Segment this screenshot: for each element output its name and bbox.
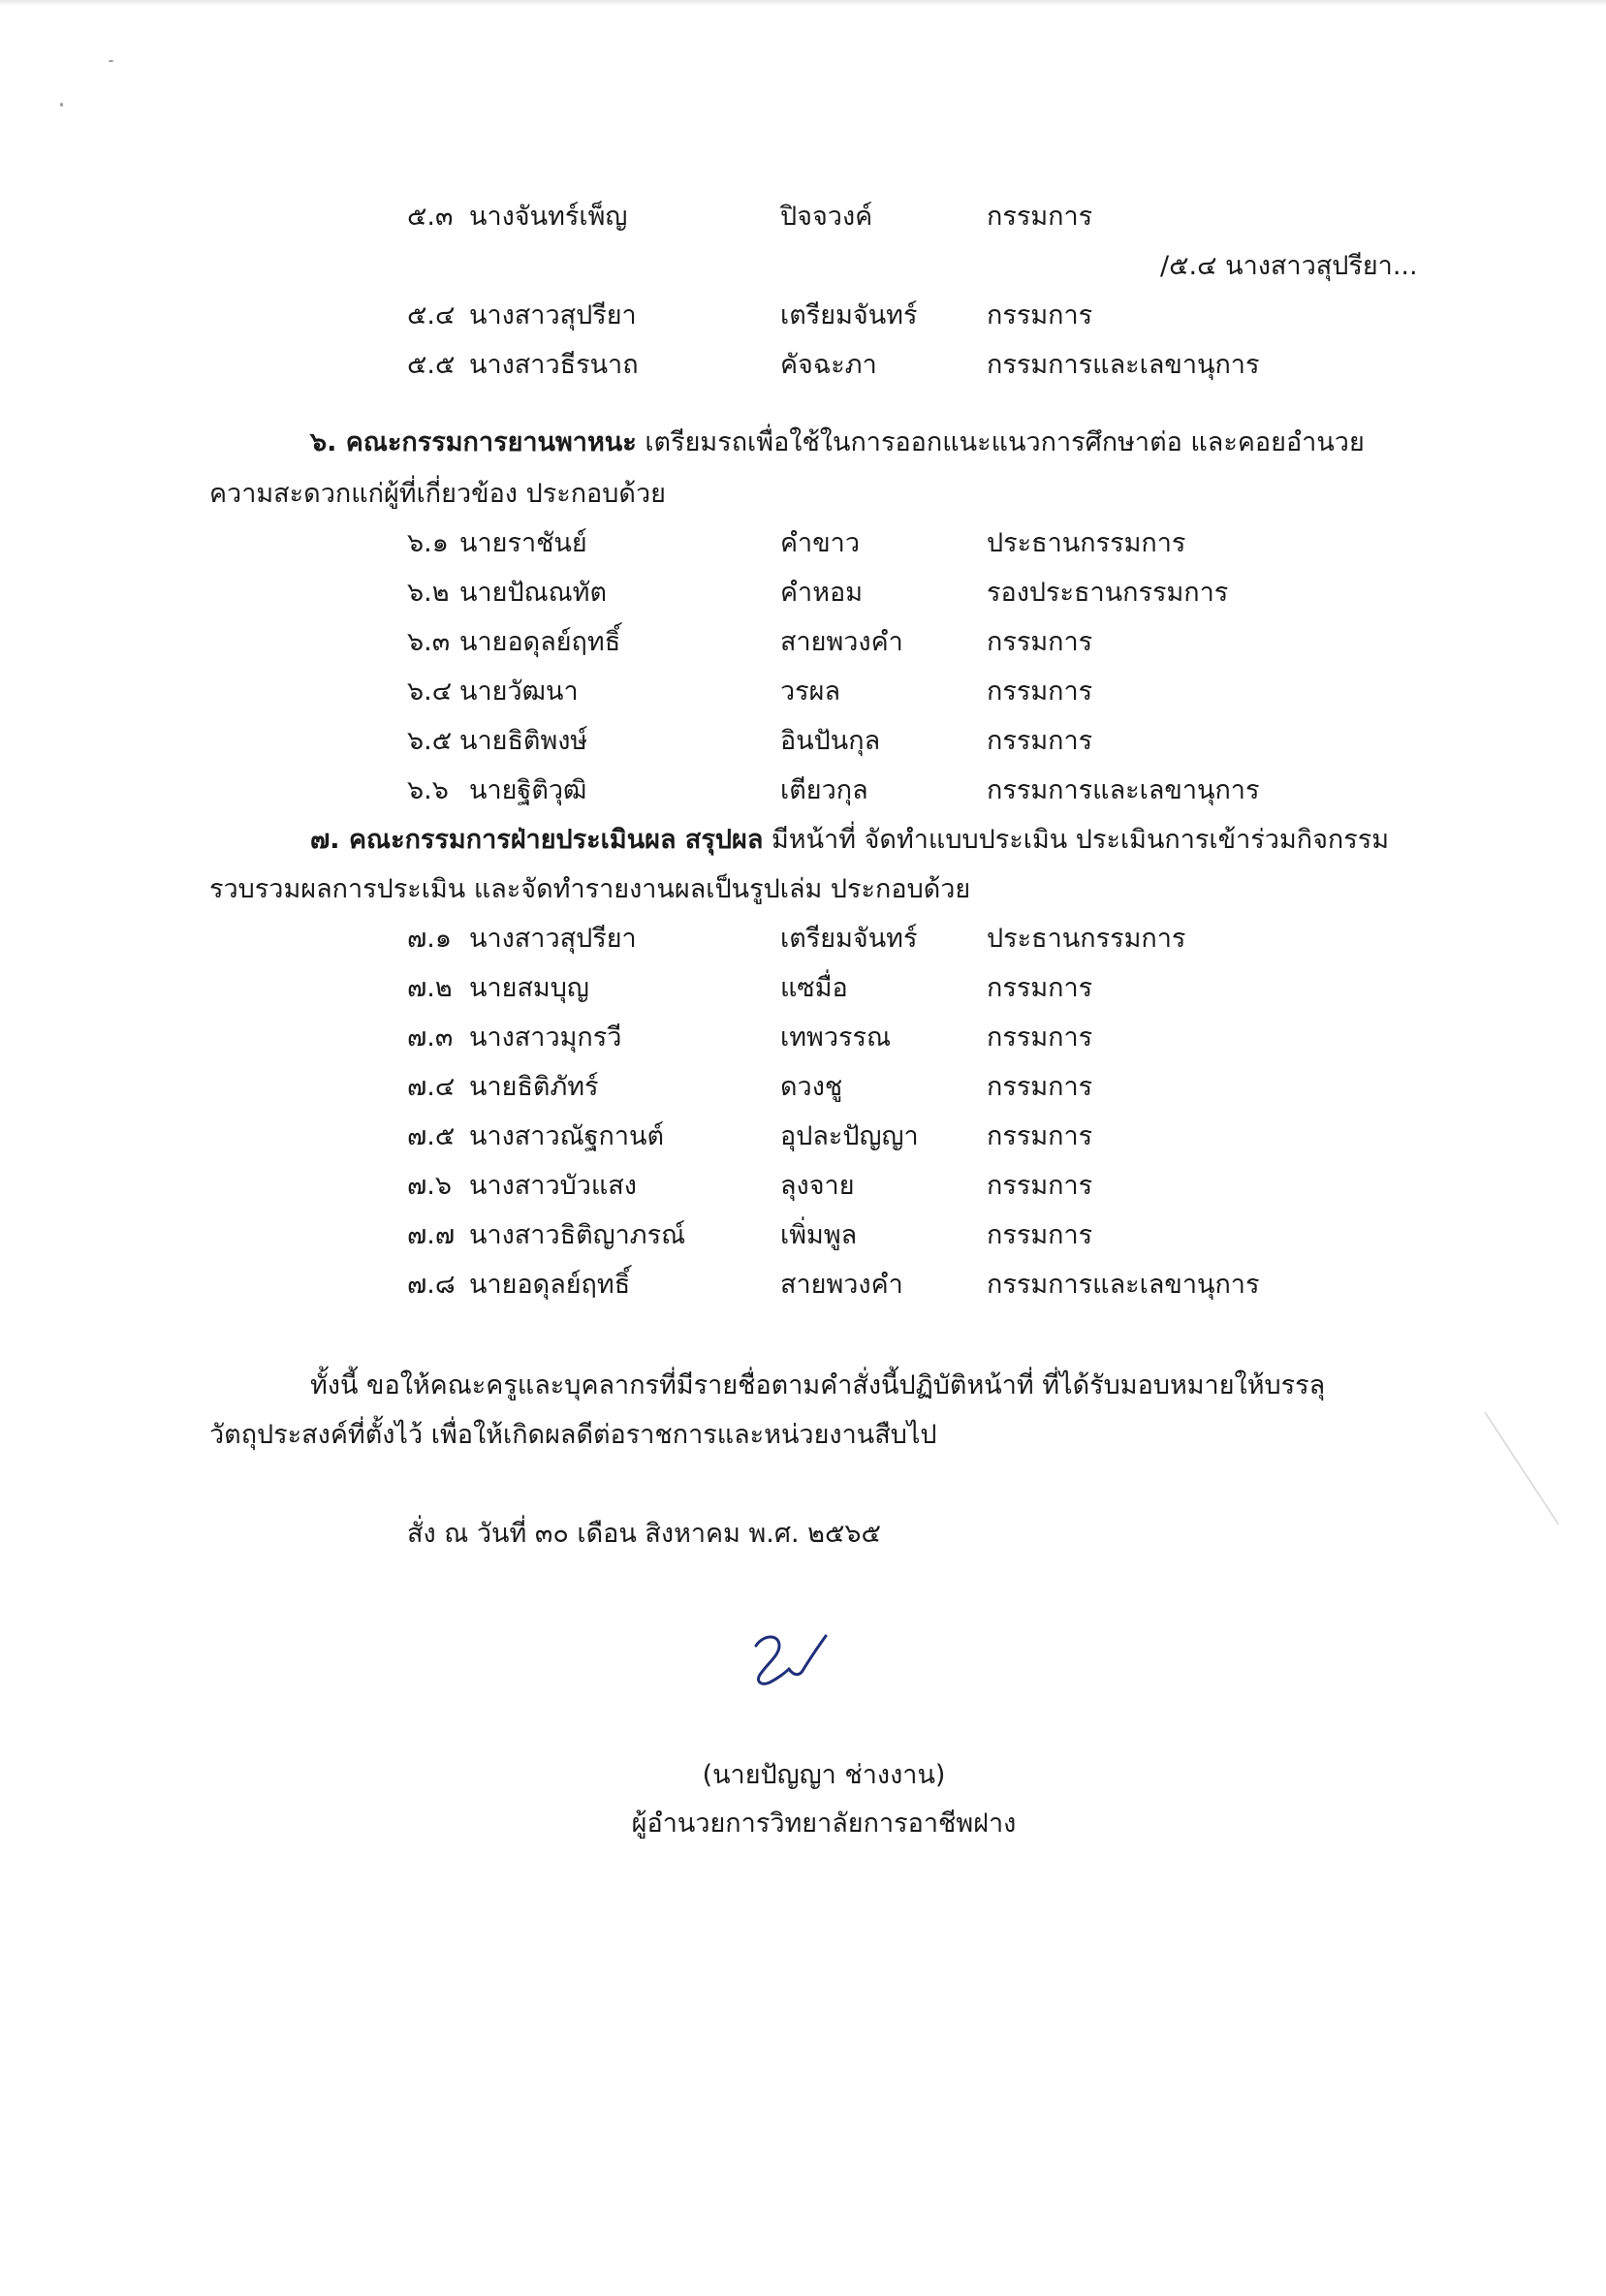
committee-row: [407, 969, 1279, 1008]
committee-row: [407, 524, 1279, 563]
section6-description: เตรียมรถเพื่อใช้ในการออกแนะแนวการศึกษาต่อ และคอยอำนวย: [636, 427, 1365, 457]
member-last-name: คัจฉะภา: [780, 350, 877, 380]
row-number: ๗.๔: [407, 1072, 456, 1102]
member-role: กรรมการ: [987, 726, 1093, 756]
member-role: กรรมการ: [987, 300, 1093, 330]
section6-heading: [310, 424, 1365, 462]
member-last-name: คำขาว: [780, 528, 861, 558]
scan-speck: [60, 103, 63, 107]
member-role: ประธานกรรมการ: [987, 528, 1186, 558]
closing-paragraph-line2: วัตถุประสงค์ที่ตั้งไว้ เพื่อให้เกิดผลดีต่อราชการและหน่วยงานสืบไป: [209, 1420, 937, 1450]
member-last-name: อุปละปัญญา: [780, 1121, 919, 1151]
row-number: ๖.๖: [407, 775, 449, 805]
member-last-name: คำหอม: [780, 578, 864, 608]
member-last-name: อินปันกุล: [780, 726, 881, 756]
row-number: ๕.๓: [407, 202, 454, 232]
member-last-name: เตียวกุล: [780, 775, 868, 805]
member-role: กรรมการ: [987, 1171, 1093, 1201]
committee-row: [407, 1167, 1279, 1206]
member-first-name: นายสมบุญ: [469, 973, 589, 1003]
member-first-name: นายอดุลย์ฤทธิ์: [459, 627, 621, 657]
committee-row: [407, 673, 1279, 711]
member-role: กรรมการ: [987, 676, 1093, 707]
member-first-name: นางสาวสุปรียา: [469, 924, 637, 954]
committee-row: [407, 574, 1279, 613]
row-number: ๖.๕: [407, 726, 453, 756]
row-number: ๕.๔: [407, 300, 456, 330]
member-first-name: นายอดุลย์ฤทธิ์: [469, 1270, 631, 1300]
member-first-name: นายปัณณทัต: [459, 578, 608, 608]
scan-speck: [109, 60, 113, 62]
committee-row: [407, 297, 1279, 335]
row-number: ๗.๕: [407, 1121, 456, 1151]
section6-heading-line2: ความสะดวกแก่ผู้ที่เกี่ยวข้อง ประกอบด้วย: [209, 479, 666, 509]
member-first-name: นายธิติพงษ์: [459, 726, 588, 756]
member-last-name: เทพวรรณ: [780, 1022, 892, 1053]
member-last-name: ปิจจวงค์: [780, 202, 873, 232]
member-last-name: วรผล: [780, 676, 841, 707]
committee-row: [407, 1216, 1279, 1255]
member-last-name: เตรียมจันทร์: [780, 300, 918, 330]
committee-row: [407, 623, 1279, 662]
member-first-name: นายธิติภัทร์: [469, 1072, 599, 1102]
section6-title: ๖. คณะกรรมการยานพาหนะ: [310, 427, 637, 457]
section7-title: ๗. คณะกรรมการฝ่ายประเมินผล สรุปผล: [310, 825, 764, 855]
committee-row: [407, 920, 1279, 959]
member-role: กรรมการ: [987, 1121, 1093, 1151]
row-number: ๗.๖: [407, 1171, 453, 1201]
member-first-name: นายฐิติวุฒิ: [469, 775, 587, 805]
continuation-note: /๕.๔ นางสาวสุปรียา...: [1160, 251, 1418, 281]
section7-heading-line2: รวบรวมผลการประเมิน และจัดทำรายงานผลเป็นรูปเล่ม ประกอบด้วย: [209, 874, 971, 904]
row-number: ๖.๔: [407, 676, 453, 707]
member-role: กรรมการและเลขานุการ: [987, 350, 1260, 380]
committee-row: [407, 1068, 1279, 1107]
member-last-name: สายพวงคำ: [780, 627, 903, 657]
member-role: กรรมการ: [987, 1220, 1093, 1250]
signer-position: ผู้อำนวยการวิทยาลัยการอาชีพฝาง: [631, 1808, 1017, 1839]
member-first-name: นางสาวณัฐกานต์: [469, 1121, 665, 1151]
member-last-name: ลุงจาย: [780, 1171, 855, 1201]
committee-row: [407, 346, 1279, 385]
member-last-name: เตรียมจันทร์: [780, 924, 918, 954]
member-role: กรรมการ: [987, 627, 1093, 657]
member-role: ประธานกรรมการ: [987, 924, 1186, 954]
committee-row: [407, 198, 1279, 236]
section7-heading: [310, 821, 1389, 860]
scan-artifact-line: [1483, 1410, 1560, 1526]
scan-edge: [0, 0, 1606, 6]
member-role: กรรมการ: [987, 973, 1093, 1003]
member-first-name: นางสาวธิติญาภรณ์: [469, 1220, 686, 1250]
committee-row: [407, 771, 1279, 810]
member-role: กรรมการ: [987, 202, 1093, 232]
row-number: ๖.๓: [407, 627, 451, 657]
row-number: ๕.๕: [407, 350, 456, 380]
member-first-name: นางจันทร์เพ็ญ: [469, 202, 628, 232]
member-last-name: แซมื่อ: [780, 973, 848, 1003]
member-role: กรรมการและเลขานุการ: [987, 1270, 1260, 1300]
member-role: กรรมการ: [987, 1022, 1093, 1053]
committee-row: [407, 1117, 1279, 1156]
row-number: ๗.๓: [407, 1022, 454, 1053]
member-role: รองประธานกรรมการ: [987, 578, 1229, 608]
member-first-name: นายราชันย์: [459, 528, 587, 558]
member-last-name: สายพวงคำ: [780, 1270, 903, 1300]
row-number: ๖.๑: [407, 528, 449, 558]
signer-name: (นายปัญญา ช่างงาน): [702, 1760, 946, 1790]
closing-paragraph-line1: ทั้งนี้ ขอให้คณะครูและบุคลากรที่มีรายชื่อตามคำสั่งนี้ปฏิบัติหน้าที่ ที่ได้รับมอบหมายให้บรรลุ: [310, 1370, 1326, 1400]
committee-row: [407, 1019, 1279, 1057]
committee-row: [407, 722, 1279, 761]
member-first-name: นางสาวมุกรวี: [469, 1022, 622, 1053]
row-number: ๗.๘: [407, 1270, 456, 1300]
member-first-name: นางสาวสุปรียา: [469, 300, 637, 330]
member-role: กรรมการและเลขานุการ: [987, 775, 1260, 805]
section7-description: มีหน้าที่ จัดทำแบบประเมิน ประเมินการเข้าร่วมกิจกรรม: [763, 825, 1390, 855]
member-last-name: เพิ่มพูล: [780, 1220, 858, 1250]
handwritten-signature: [746, 1628, 834, 1696]
member-first-name: นางสาวบัวแสง: [469, 1171, 637, 1201]
row-number: ๗.๒: [407, 973, 453, 1003]
row-number: ๗.๗: [407, 1220, 456, 1250]
member-first-name: นายวัฒนา: [459, 676, 579, 707]
member-role: กรรมการ: [987, 1072, 1093, 1102]
member-last-name: ดวงชู: [780, 1072, 843, 1102]
row-number: ๖.๒: [407, 578, 450, 608]
member-first-name: นางสาวธีรนาถ: [469, 350, 639, 380]
committee-row: [407, 1266, 1279, 1305]
row-number: ๗.๑: [407, 924, 453, 954]
order-date: สั่ง ณ วันที่ ๓๐ เดือน สิงหาคม พ.ศ. ๒๕๖๕: [407, 1519, 881, 1549]
